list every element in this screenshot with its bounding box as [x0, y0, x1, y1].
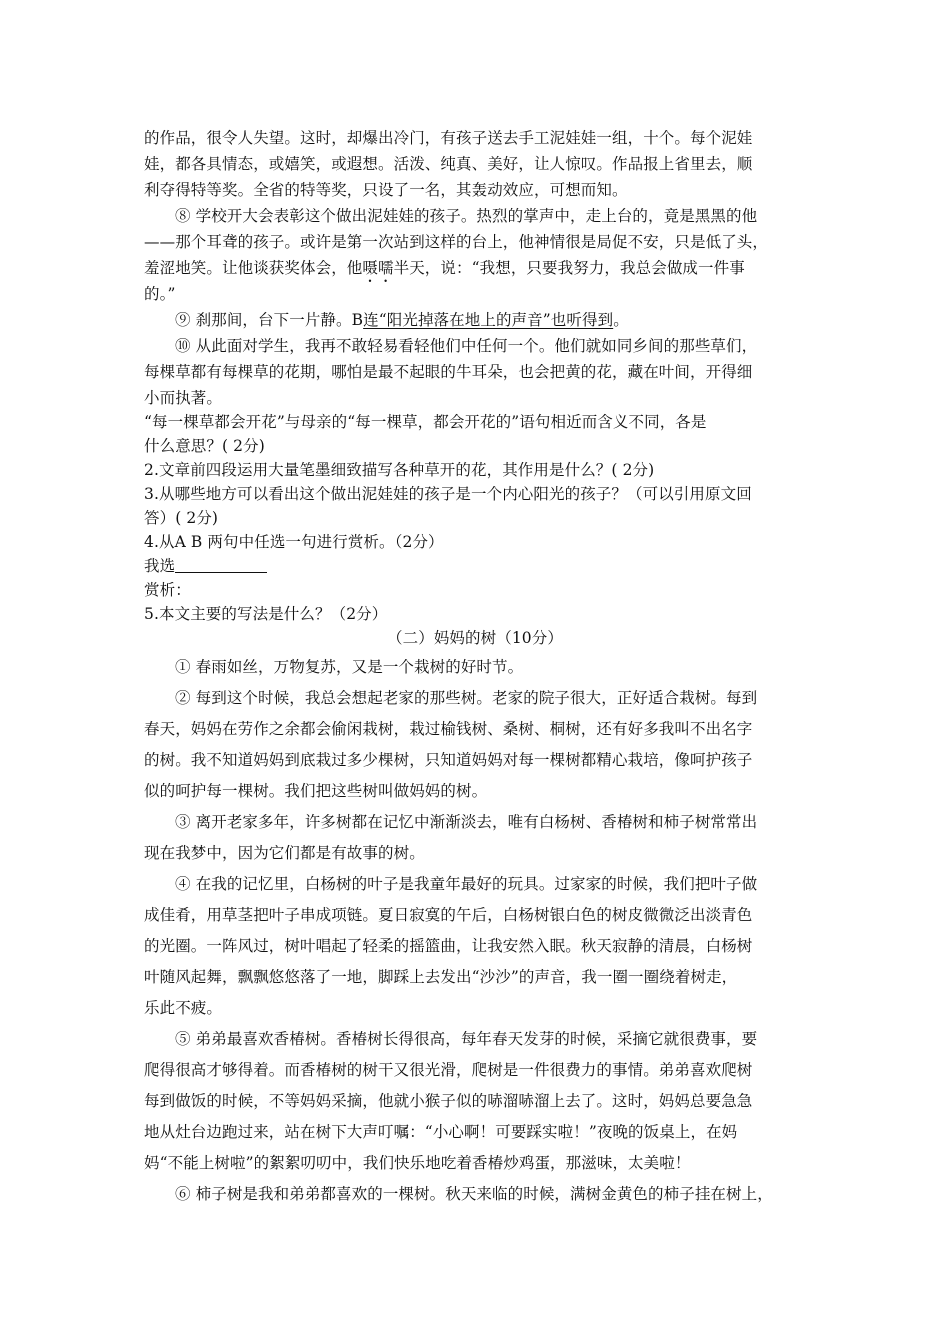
- paragraph-9: [175, 308, 629, 330]
- p2-paragraph-4-line-2: 成佳肴，用草茎把叶子串成项链。夏日寂寞的午后，白杨树银白色的树皮微微泛出淡青色: [144, 906, 753, 924]
- paragraph-8-line-2: ——那个耳聋的孩子。或许是第一次站到这样的台上，他神情很是局促不安，只是低了头，: [144, 233, 769, 251]
- p2-paragraph-5-line-5: 妈“不能上树啦”的絮絮叨叨中，我们快乐地吃着香椿炒鸡蛋，那滋味，太美啦！: [144, 1154, 691, 1172]
- question-4-choice: [144, 554, 267, 576]
- question-2: 2.文章前四段运用大量笔墨细致描写各种草开的花，其作用是什么？( 2分): [144, 461, 655, 479]
- paragraph-7-line-2: 娃，都各具情态，或嬉笑，或遐想。活泼、纯真、美好，让人惊叹。作品报上省里去，顺: [144, 155, 753, 173]
- paragraph-10-line-3: 小而执著。: [144, 389, 223, 407]
- paragraph-7-line-3: 利夺得特等奖。全省的特等奖，只设了一名，其轰动效应，可想而知。: [144, 181, 628, 199]
- question-3-line-1: 3.从哪些地方可以看出这个做出泥娃娃的孩子是一个内心阳光的孩子？（可以引用原文回: [144, 485, 752, 503]
- p2-paragraph-1: ① 春雨如丝，万物复苏，又是一个栽树的好时节。: [175, 658, 524, 676]
- p2-paragraph-4-line-4: 叶随风起舞，飘飘悠悠落了一地，脚踩上去发出“沙沙”的声音，我一圈一圈绕着树走，: [144, 968, 738, 986]
- paragraph-8-text: 羞涩地笑。让他谈获奖体会，他: [144, 259, 363, 277]
- p2-paragraph-2-line-3: 的树。我不知道妈妈到底栽过多少棵树，只知道妈妈对每一棵树都精心栽培，像呵护孩子: [144, 751, 753, 769]
- p2-paragraph-2-line-4: 似的呵护每一棵树。我们把这些树叫做妈妈的树。: [144, 782, 488, 800]
- question-1-line-2: 什么意思？( 2分): [144, 437, 265, 455]
- section-title: （二）妈妈的树（10分）: [387, 629, 563, 647]
- paragraph-9-text: ⑨ 刹那间，台下一片静。B: [175, 311, 364, 329]
- sentence-b-underlined: 连“阳光掉落在地上的声音”也听得到: [363, 311, 614, 329]
- p2-paragraph-5-line-4: 地从灶台边跑过来，站在树下大声叮嘱：“小心啊！可要踩实啦！”夜晚的饭桌上，在妈: [144, 1123, 738, 1141]
- paragraph-10-line-1: ⑩ 从此面对学生，我再不敢轻易看轻他们中任何一个。他们就如同乡间的那些草们，: [175, 337, 758, 355]
- question-4: 4.从A B 两句中任选一句进行赏析。（2分）: [144, 533, 444, 551]
- paragraph-8-line-1: ⑧ 学校开大会表彰这个做出泥娃娃的孩子。热烈的掌声中，走上台的，竟是黑黑的他: [175, 207, 758, 225]
- question-5: 5.本文主要的写法是什么？（2分）: [144, 605, 388, 623]
- paragraph-9-text: 。: [613, 311, 629, 329]
- question-4-analysis: 赏析：: [144, 581, 191, 599]
- emphasized-word: 嗫嚅: [362, 259, 394, 277]
- p2-paragraph-6-line-1: ⑥ 柿子树是我和弟弟都喜欢的一棵树。秋天来临的时候，满树金黄色的柿子挂在树上，: [175, 1185, 773, 1203]
- p2-paragraph-3-line-1: ③ 离开老家多年，许多树都在记忆中渐渐淡去，唯有白杨树、香椿树和柿子树常常出: [175, 813, 758, 831]
- p2-paragraph-4-line-3: 的光圈。一阵风过，树叶唱起了轻柔的摇篮曲，让我安然入眠。秋天寂静的清晨，白杨树: [144, 937, 753, 955]
- p2-paragraph-5-line-1: ⑤ 弟弟最喜欢香椿树。香椿树长得很高，每年春天发芽的时候，采摘它就很费事，要: [175, 1030, 758, 1048]
- p2-paragraph-4-line-5: 乐此不疲。: [144, 999, 223, 1017]
- p2-paragraph-4-line-1: ④ 在我的记忆里，白杨树的叶子是我童年最好的玩具。过家家的时候，我们把叶子做: [175, 875, 758, 893]
- paragraph-10-line-2: 每棵草都有每棵草的花期，哪怕是最不起眼的牛耳朵，也会把黄的花，藏在叶间，开得细: [144, 363, 753, 381]
- choice-label: 我选: [144, 557, 176, 575]
- p2-paragraph-3-line-2: 现在我梦中，因为它们都是有故事的树。: [144, 844, 425, 862]
- p2-paragraph-2-line-1: ② 每到这个时候，我总会想起老家的那些树。老家的院子很大，正好适合栽树。每到: [175, 689, 758, 707]
- answer-blank[interactable]: [175, 558, 267, 573]
- p2-paragraph-2-line-2: 春天，妈妈在劳作之余都会偷闲栽树，栽过榆钱树、桑树、桐树，还有好多我叫不出名字: [144, 720, 753, 738]
- paragraph-8-line-3: [144, 256, 745, 286]
- question-1-line-1: “每一棵草都会开花”与母亲的“每一棵草，都会开花的”语句相近而含义不同，各是: [144, 413, 707, 431]
- paragraph-8-text: 半天，说：“我想，只要我努力，我总会做成一件事: [393, 259, 745, 277]
- p2-paragraph-5-line-3: 每到做饭的时候，不等妈妈采摘，他就小猴子似的哧溜哧溜上去了。这时，妈妈总要急急: [144, 1092, 753, 1110]
- paragraph-7-line-1: 的作品，很令人失望。这时，却爆出冷门，有孩子送去手工泥娃娃一组，十个。每个泥娃: [144, 129, 753, 147]
- question-3-line-2: 答）( 2分): [144, 509, 219, 527]
- p2-paragraph-5-line-2: 爬得很高才够得着。而香椿树的树干又很光滑，爬树是一件很费力的事情。弟弟喜欢爬树: [144, 1061, 753, 1079]
- paragraph-8-line-4: 的。”: [144, 285, 176, 303]
